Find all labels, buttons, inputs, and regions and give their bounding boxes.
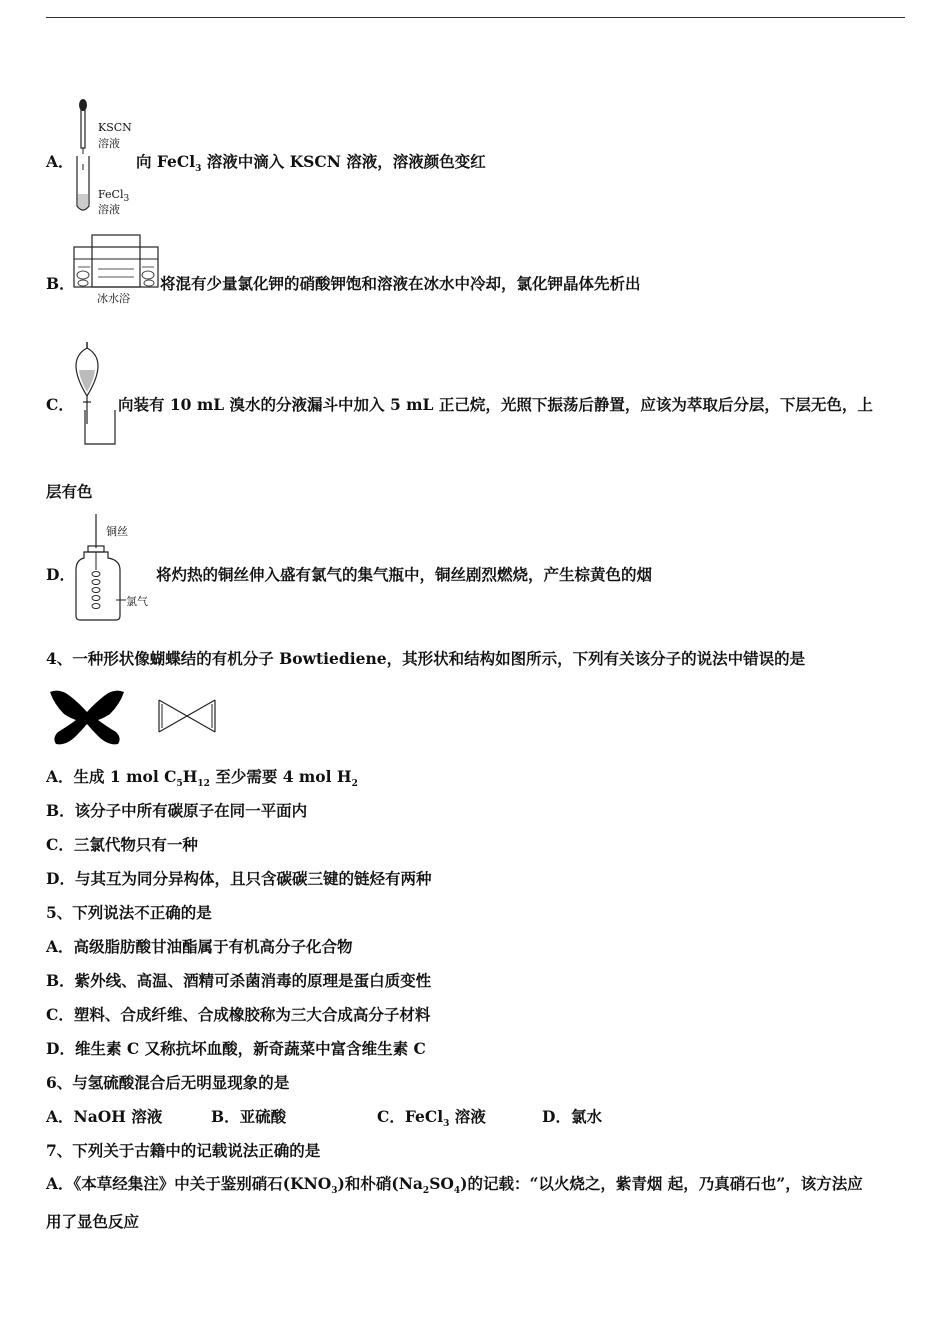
bowtie-structure-figure [155, 696, 219, 736]
q3-option-c-text: 向装有 10 mL 溴水的分液漏斗中加入 5 mL 正己烷，光照下振荡后静置，应该为萃取后分层，下层无色，上 [118, 395, 873, 414]
q5-option-d: D．维生素 C 又称抗坏血酸，新奇蔬菜中富含维生素 C [46, 1039, 426, 1058]
bowtie-silhouette-figure [46, 686, 128, 748]
fig-label-copper-wire: 铜丝 [106, 525, 128, 538]
q4-option-c: C．三氯代物只有一种 [46, 835, 198, 854]
fig-label-solution-1: 溶液 [98, 137, 120, 150]
q6-option-d: D．氯水 [542, 1107, 602, 1126]
q6-stem: 6、与氢硫酸混合后无明显现象的是 [46, 1073, 290, 1092]
option-label: A． [46, 152, 74, 171]
q3-option-a-text: 向 FeCl$_3$ 溶液中滴入 KSCN 溶液，溶液颜色变红 [136, 152, 486, 175]
fig-label-kscn: KSCN [98, 121, 132, 134]
q3-option-c-text-cont: 层有色 [46, 482, 93, 501]
dropper-tube-figure [68, 98, 98, 218]
q6-option-b: B．亚硫酸 [211, 1107, 287, 1126]
option-label: C． [46, 395, 74, 414]
fig-label-chlorine: 氯气 [126, 595, 148, 608]
option-label: B． [46, 274, 75, 293]
q3-option-b [46, 274, 75, 294]
q3-option-d-text: 将灼热的铜丝伸入盛有氯气的集气瓶中，铜丝剧烈燃烧，产生棕黄色的烟 [156, 565, 653, 584]
q5-option-a: A．高级脂肪酸甘油酯属于有机高分子化合物 [46, 937, 353, 956]
q4-option-b: B．该分子中所有碳原子在同一平面内 [46, 801, 308, 820]
q4-option-a: A．生成 1 mol $C_5H_{12}$ 至少需要 4 mol $H_2$ [46, 767, 358, 790]
fig-label-solution-2: 溶液 [98, 203, 120, 216]
option-label: D． [46, 565, 75, 584]
q6-option-c: C．FeCl$_3$ 溶液 [377, 1107, 486, 1130]
fig-label-ice-bath: 冰水浴 [97, 292, 130, 305]
q5-option-b: B．紫外线、高温、酒精可杀菌消毒的原理是蛋白质变性 [46, 971, 432, 990]
q7-stem: 7、下列关于古籍中的记载说法正确的是 [46, 1141, 321, 1160]
ice-bath-figure [72, 233, 162, 291]
fig-label-fecl3: FeCl$_3$ [98, 188, 130, 205]
separatory-funnel-figure [70, 340, 120, 446]
q7-option-a: A．《本草经集注》中关于鉴别硝石$(KNO_3)$和朴硝$(Na_2SO_4)$的记载：“以火烧之，紫青烟 起，乃真硝石也”，该方法应 [46, 1174, 863, 1197]
q4-stem: 4、一种形状像蝴蝶结的有机分子 Bowtiediene，其形状和结构如图所示，下列有关该分子的说法中错误的是 [46, 649, 806, 668]
q5-stem: 5、下列说法不正确的是 [46, 903, 212, 922]
header-rule [46, 17, 905, 18]
q5-option-c: C．塑料、合成纤维、合成橡胶称为三大合成高分子材料 [46, 1005, 431, 1024]
q6-option-a: A．NaOH 溶液 [46, 1107, 163, 1126]
q7-option-a-cont: 用了显色反应 [46, 1212, 140, 1231]
q3-option-b-text: 将混有少量氯化钾的硝酸钾饱和溶液在冰水中冷却，氯化钾晶体先析出 [160, 274, 641, 293]
q4-option-d: D．与其互为同分异构体，且只含碳碳三键的链烃有两种 [46, 869, 432, 888]
